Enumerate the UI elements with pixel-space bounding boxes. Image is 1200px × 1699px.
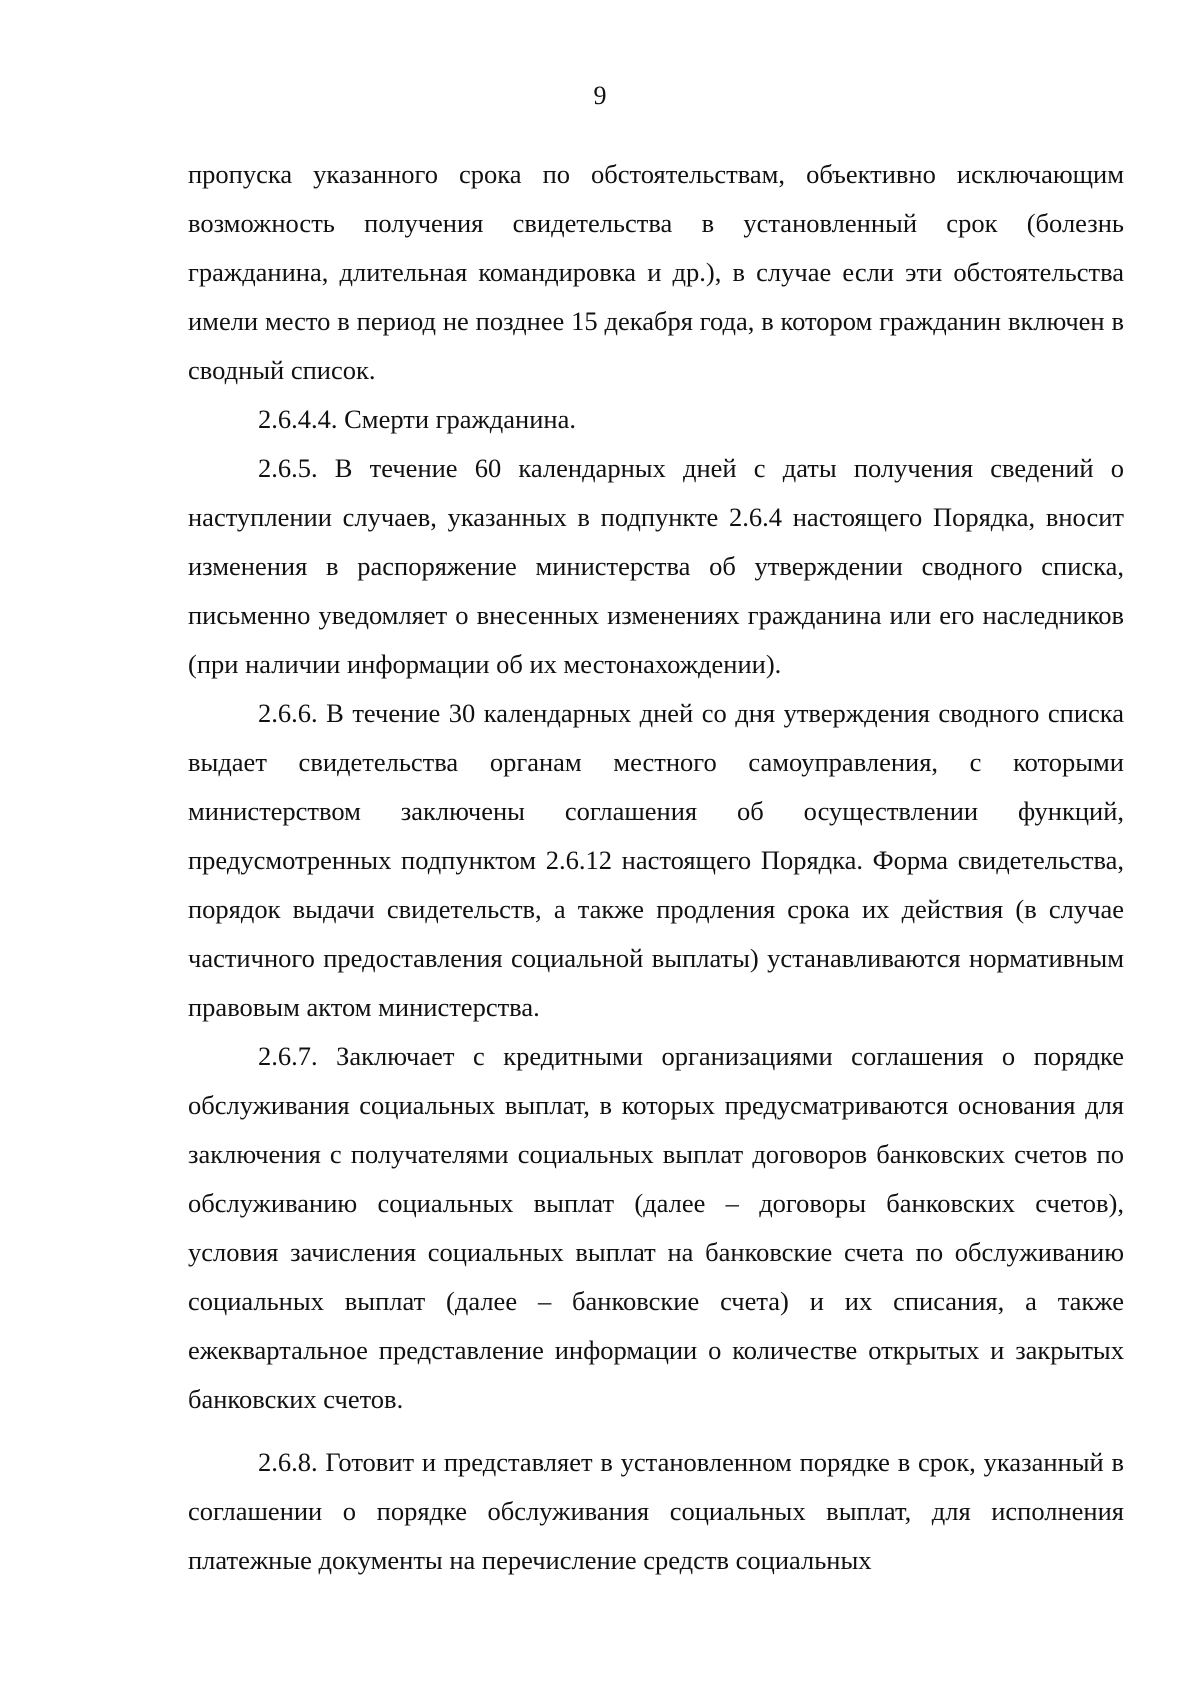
paragraph-2-6-7: 2.6.7. Заключает с кредитными организациями соглашения о порядке обслуживания социальных выплат, в которых предусматриваются основания для заключения с получателями социальных выплат договоров банковских счетов по обслуживанию социальных выплат (далее – договоры банковских счетов), условия зачисления социальных выплат на банковские счета по обслуживанию социальных выплат (далее – банковские счета) и их списания, а также ежеквартальное представление информации о количестве открытых и закрытых банковских счетов. — [188, 1041, 1124, 1414]
paragraph-2-6-8: 2.6.8. Готовит и представляет в установленном порядке в срок, указанный в соглашении о порядке обслуживания социальных выплат, для исполнения платежные документы на перечисление средств социальных — [188, 1447, 1124, 1575]
document-body — [188, 150, 1124, 1585]
paragraph-continuation: пропуска указанного срока по обстоятельствам, объективно исключающим возможность получения свидетельства в установленный срок (болезнь гражданина, длительная командировка и др.), в случае если эти обстоятельства имели место в период не позднее 15 декабря года, в котором гражданин включен в сводный список. — [188, 159, 1124, 385]
paragraph-2-6-6: 2.6.6. В течение 30 календарных дней со дня утверждения сводного списка выдает свидетельства органам местного самоуправления, с которыми министерством заключены соглашения об осуществлении функций, предусмотренных подпунктом 2.6.12 настоящего Порядка. Форма свидетельства, порядок выдачи свидетельств, а также продления срока их действия (в случае частичного предоставления социальной выплаты) устанавливаются нормативным правовым актом министерства. — [188, 698, 1124, 1022]
paragraph-2-6-5: 2.6.5. В течение 60 календарных дней с даты получения сведений о наступлении случаев, указанных в подпункте 2.6.4 настоящего Порядка, вносит изменения в распоряжение министерства об утверждении сводного списка, письменно уведомляет о внесенных изменениях гражданина или его наследников (при наличии информации об их местонахождении). — [188, 453, 1124, 679]
paragraph-2-6-4-4: 2.6.4.4. Смерти гражданина. — [258, 404, 576, 434]
page-number: 9 — [593, 81, 607, 110]
